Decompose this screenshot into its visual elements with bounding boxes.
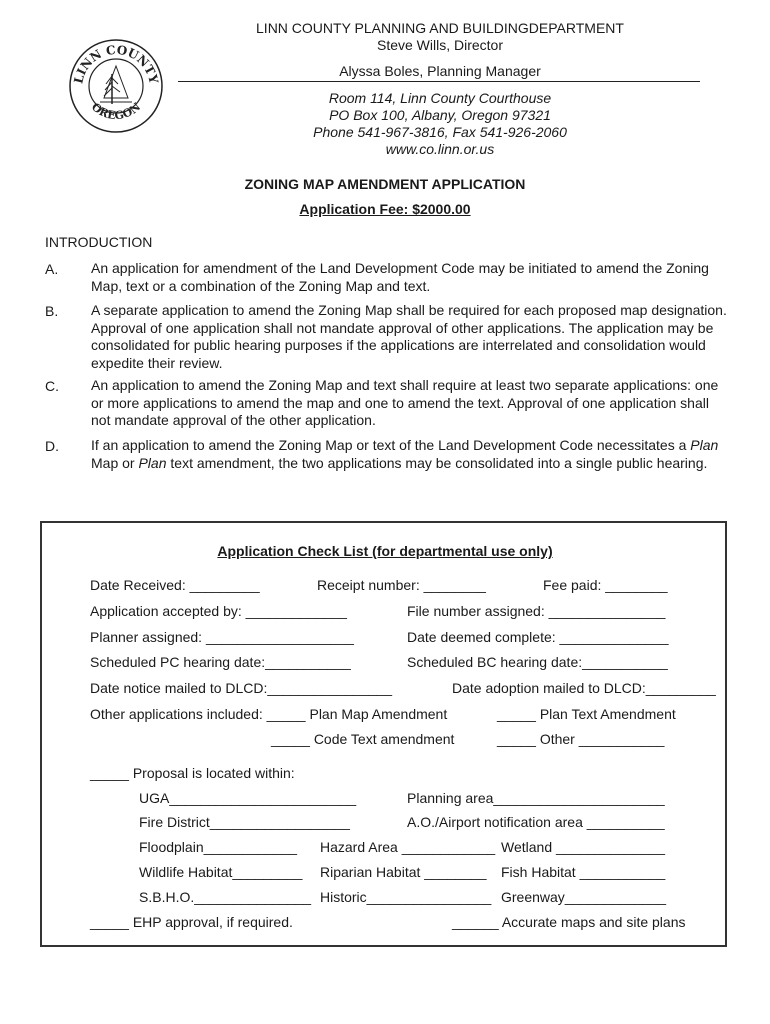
website: www.co.linn.or.us	[385, 141, 495, 157]
ehp-approval-field[interactable]: _____ EHP approval, if required.	[90, 914, 293, 930]
planning-area-field[interactable]: Planning area______________________	[407, 790, 665, 806]
accurate-maps-field[interactable]: ______ Accurate maps and site plans	[452, 914, 686, 930]
item-c-text: An application to amend the Zoning Map and text shall require at least two separate applications: one or more applications to amend the map and one to amend the text. Approval of one application shall not mandate approval of the other application.	[91, 377, 719, 428]
header-rule	[178, 81, 700, 82]
introduction-heading: INTRODUCTION	[45, 234, 153, 250]
item-d-letter: D.	[45, 438, 59, 454]
fish-habitat-field[interactable]: Fish Habitat ___________	[501, 864, 666, 880]
application-accepted-field[interactable]: Application accepted by: _____________	[90, 603, 347, 619]
item-d-text: If an application to amend the Zoning Map or text of the Land Development Code necessitates a Plan Map or Plan text amendment, the two applications may be consolidated into a single public hearing.	[91, 437, 719, 471]
department-name: LINN COUNTY PLANNING AND BUILDINGDEPARTMENT	[256, 20, 624, 36]
floodplain-field[interactable]: Floodplain____________	[139, 839, 298, 855]
uga-field[interactable]: UGA________________________	[139, 790, 357, 806]
item-b-text: A separate application to amend the Zoning Map shall be required for each proposed map designation. Approval of one application shall not mandate approval of other applications. The application may be consolidated for public hearing purposes if the applications are interrelated and consolidation would expedite their review.	[91, 302, 727, 371]
seal-bottom-text: OREGON	[88, 100, 144, 123]
historic-field[interactable]: Historic________________	[320, 889, 492, 905]
phone-fax: Phone 541-967-3816, Fax 541-926-2060	[313, 124, 567, 140]
date-received-field[interactable]: Date Received: _________	[90, 577, 260, 593]
receipt-number-field[interactable]: Receipt number: ________	[317, 577, 486, 593]
fire-district-field[interactable]: Fire District__________________	[139, 814, 350, 830]
greenway-field[interactable]: Greenway_____________	[501, 889, 667, 905]
checklist-title: Application Check List (for departmental use only)	[217, 543, 553, 559]
address-po-box: PO Box 100, Albany, Oregon 97321	[329, 107, 551, 123]
wildlife-habitat-field[interactable]: Wildlife Habitat_________	[139, 864, 303, 880]
hazard-area-field[interactable]: Hazard Area ____________	[320, 839, 496, 855]
planner-assigned-field[interactable]: Planner assigned: ___________________	[90, 629, 354, 645]
svg-text:OREGON	[89, 100, 143, 122]
scheduled-pc-hearing-field[interactable]: Scheduled PC hearing date:___________	[90, 654, 351, 670]
director-name: Steve Wills, Director	[376, 37, 504, 53]
item-a-letter: A.	[45, 261, 59, 277]
code-text-amendment-field[interactable]: _____ Code Text amendment	[271, 731, 455, 747]
svg-text:LINN COUNTY	[71, 43, 161, 86]
ao-airport-field[interactable]: A.O./Airport notification area __________	[407, 814, 665, 830]
scheduled-bc-hearing-field[interactable]: Scheduled BC hearing date:___________	[407, 654, 668, 670]
item-c-letter: C.	[45, 378, 59, 394]
proposal-located-field[interactable]: _____ Proposal is located within:	[90, 765, 295, 781]
linn-county-seal	[68, 38, 164, 134]
riparian-habitat-field[interactable]: Riparian Habitat ________	[320, 864, 487, 880]
other-applications-field[interactable]: Other applications included: _____ Plan Map Amendment	[90, 706, 448, 722]
file-number-field[interactable]: File number assigned: _______________	[407, 603, 666, 619]
sbho-field[interactable]: S.B.H.O._______________	[139, 889, 312, 905]
date-adoption-mailed-field[interactable]: Date adoption mailed to DLCD:_________	[452, 680, 716, 696]
date-notice-mailed-field[interactable]: Date notice mailed to DLCD:________________	[90, 680, 392, 696]
address-room: Room 114, Linn County Courthouse	[328, 90, 552, 106]
wetland-field[interactable]: Wetland ______________	[501, 839, 666, 855]
item-a-text: An application for amendment of the Land Development Code may be initiated to amend the Zoning Map, text or a combination of the Zoning Map and text.	[91, 260, 709, 294]
seal-top-text: LINN COUNTY	[71, 42, 161, 85]
item-b-letter: B.	[45, 303, 59, 319]
plan-text-amendment-field[interactable]: _____ Plan Text Amendment	[497, 706, 676, 722]
fee-paid-field[interactable]: Fee paid: ________	[543, 577, 668, 593]
application-fee: Application Fee: $2000.00	[299, 201, 471, 217]
date-deemed-complete-field[interactable]: Date deemed complete: ______________	[407, 629, 669, 645]
document-title: ZONING MAP AMENDMENT APPLICATION	[244, 176, 526, 192]
other-field[interactable]: _____ Other ___________	[497, 731, 665, 747]
planning-manager: Alyssa Boles, Planning Manager	[339, 63, 541, 79]
